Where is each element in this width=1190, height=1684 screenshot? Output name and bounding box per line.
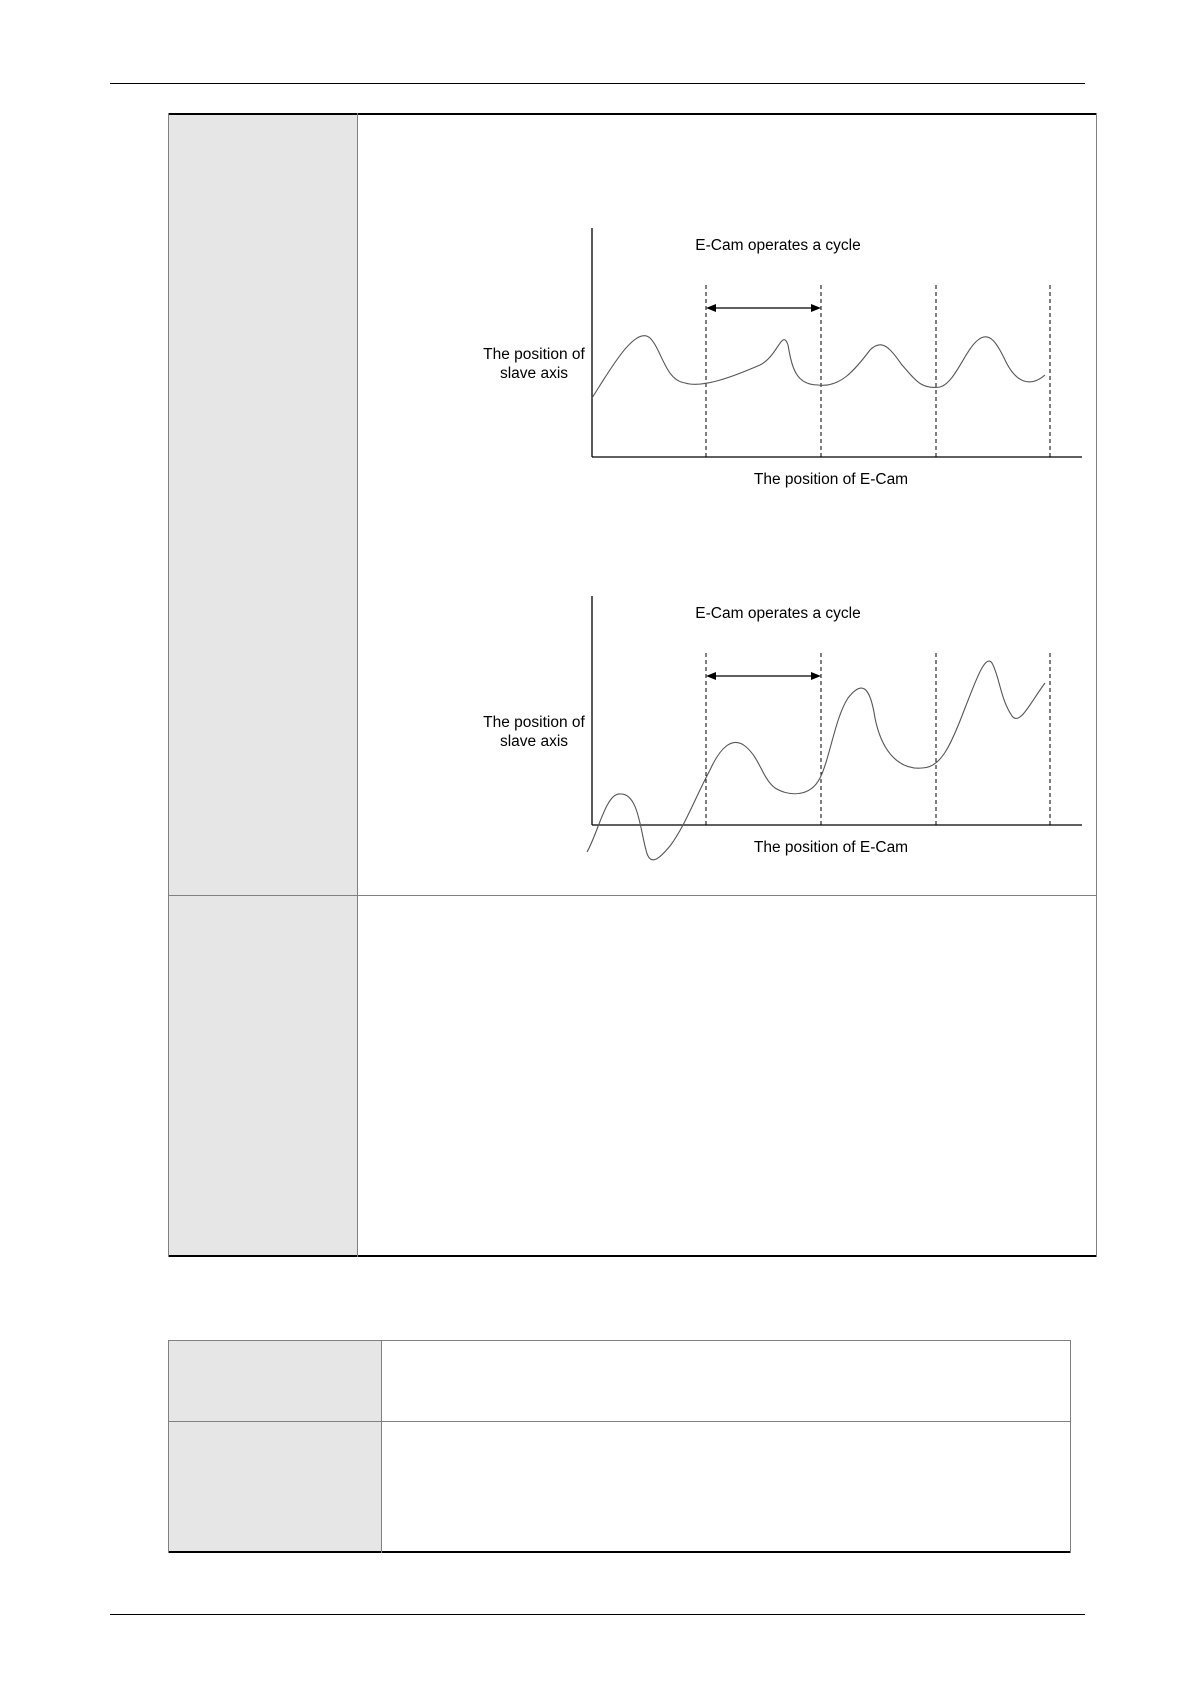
lower-table-left-border bbox=[168, 1340, 169, 1553]
lower-table-bottom-border bbox=[168, 1551, 1071, 1553]
ecam-diagram-1 bbox=[470, 220, 1090, 500]
diagram2-xlabel: The position of E-Cam bbox=[753, 839, 909, 856]
diagram2-ylabel-line1: The position of bbox=[483, 714, 585, 731]
upper-table-left-border bbox=[168, 113, 169, 1257]
lower-table-top-border bbox=[168, 1340, 1071, 1341]
lower-table bbox=[168, 1340, 1071, 1553]
diagram2-title: E-Cam operates a cycle bbox=[695, 605, 861, 622]
upper-table-top-border bbox=[168, 113, 1097, 115]
diagram2-arrowhead-left bbox=[706, 672, 716, 680]
footer-rule bbox=[110, 1614, 1085, 1615]
lower-table-right-border bbox=[1070, 1340, 1071, 1553]
diagram1-ylabel-line2: slave axis bbox=[499, 365, 569, 382]
lower-table-row-divider bbox=[168, 1421, 1071, 1422]
header-rule bbox=[110, 83, 1085, 84]
upper-row1-label-cell bbox=[168, 113, 357, 895]
diagram1-arrowhead-right bbox=[811, 304, 821, 312]
upper-table-col-divider bbox=[357, 113, 358, 1257]
diagram2-arrowhead-right bbox=[811, 672, 821, 680]
diagram1-arrowhead-left bbox=[706, 304, 716, 312]
diagram2-slave-curve bbox=[587, 661, 1045, 860]
diagram1-ylabel-line1: The position of bbox=[483, 346, 585, 363]
upper-table-row-divider bbox=[168, 895, 1097, 896]
upper-row2-label-cell bbox=[168, 895, 357, 1257]
upper-table-bottom-border bbox=[168, 1255, 1097, 1257]
lower-row2-label-cell bbox=[168, 1421, 381, 1553]
ecam-diagram-2 bbox=[470, 588, 1090, 878]
diagram2-ylabel-line2: slave axis bbox=[499, 733, 569, 750]
lower-table-col-divider bbox=[381, 1340, 382, 1553]
upper-table-right-border bbox=[1096, 113, 1097, 1257]
lower-row1-label-cell bbox=[168, 1340, 381, 1421]
diagram1-xlabel: The position of E-Cam bbox=[753, 471, 909, 488]
diagram1-title: E-Cam operates a cycle bbox=[695, 237, 861, 254]
diagram1-slave-curve bbox=[592, 336, 1045, 398]
